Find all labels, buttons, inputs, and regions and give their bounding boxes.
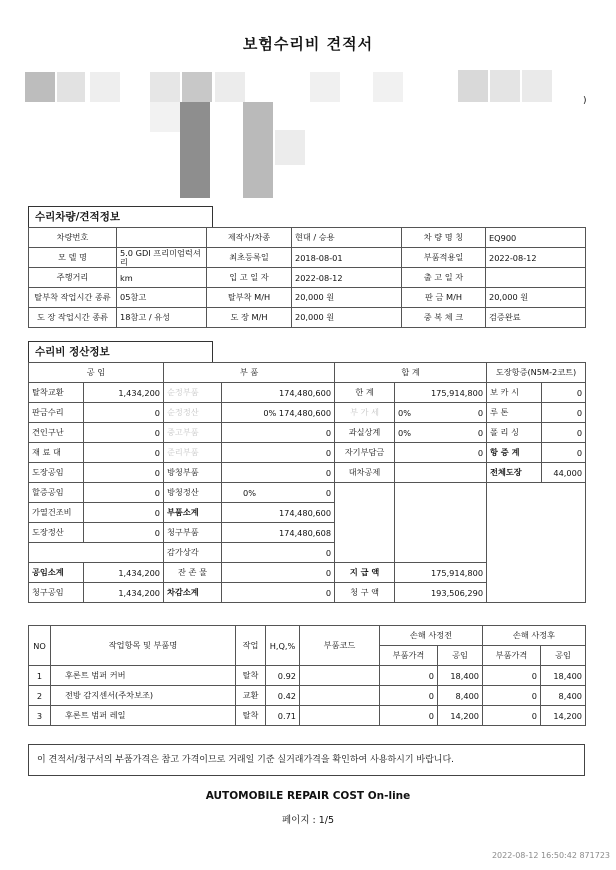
vat-rate: 0%: [398, 407, 412, 418]
row-hq: 0.92: [266, 666, 300, 686]
cell-label: 항 증 계: [487, 443, 542, 463]
cell-label: 순정정산: [164, 403, 222, 423]
row-hq: 0.71: [266, 706, 300, 726]
cell-value: 20,000 원: [486, 288, 586, 308]
cell-label: 차감소계: [164, 583, 222, 603]
cell-label: 청구부품: [164, 523, 222, 543]
header-item: 작업항목 및 부품명: [51, 626, 236, 666]
cell-label: 제작사/차종: [207, 228, 292, 248]
cell-label: 부품소계: [164, 503, 222, 523]
cell-value: 0: [84, 403, 164, 423]
row-no: 3: [29, 706, 51, 726]
timestamp: 2022-08-12 16:50:42 871723: [491, 851, 610, 860]
empty-cell: [395, 483, 487, 563]
row-work: 탈착: [236, 706, 266, 726]
header-labor-before: 공임: [438, 646, 483, 666]
page-indicator: 페이지 : 1/5: [281, 815, 335, 826]
row-work: 탈착: [236, 666, 266, 686]
empty-cell: [487, 483, 586, 603]
row-labor-before: 18,400: [438, 666, 483, 686]
cell-label: 판 금 M/H: [402, 288, 486, 308]
row-code: [300, 686, 380, 706]
empty-cell: [29, 543, 164, 563]
notice-box: 이 견적서/청구서의 부품가격은 참고 가격이므로 거래일 기준 실거래가격을 확인하여 사용하시기 바랍니다.: [28, 744, 585, 776]
cell-label: 전체도장: [487, 463, 542, 483]
cell-value: 175,914,800: [395, 383, 487, 403]
cell-value: 175,914,800: [395, 563, 487, 583]
cell-value: 18참고 / 유성: [117, 308, 207, 328]
cell-value: [395, 403, 487, 423]
cell-value: 현대 / 승용: [292, 228, 402, 248]
cell-label: 공임소계: [29, 563, 84, 583]
header-after: 손해 사정후: [483, 626, 586, 646]
cell-value: 0: [542, 443, 586, 463]
cell-value: EQ900: [486, 228, 586, 248]
cell-label: 방청부품: [164, 463, 222, 483]
row-labor-before: 14,200: [438, 706, 483, 726]
table-header-row: [29, 363, 586, 383]
row-price-before: 0: [380, 686, 438, 706]
cell-value: 1,434,200: [84, 583, 164, 603]
cell-label: 최초등록일: [207, 248, 292, 268]
cell-label: 모 델 명: [29, 248, 117, 268]
rust-amount: 0: [325, 487, 332, 498]
cell-value: 0: [542, 403, 586, 423]
cell-label: 자기부담금: [335, 443, 395, 463]
row-labor-after: 18,400: [541, 666, 586, 686]
fault-amount: 0: [477, 427, 484, 438]
table-row: [29, 268, 586, 288]
cell-value: 2018-08-01: [292, 248, 402, 268]
cell-label: 입 고 일 자: [207, 268, 292, 288]
cell-value: 1,434,200: [84, 383, 164, 403]
header-price-before: 부품가격: [380, 646, 438, 666]
cell-value: km: [117, 268, 207, 288]
cell-label: 중 복 체 크: [402, 308, 486, 328]
cell-value: [395, 463, 487, 483]
table-row: [29, 423, 586, 443]
header-paint: 도장항증(N5M-2코트): [487, 363, 586, 383]
cell-label: 도 장 작업시간 종류: [29, 308, 117, 328]
cell-value: 2022-08-12: [486, 248, 586, 268]
vehicle-info-table: [28, 227, 586, 328]
cell-label: 루 톤: [487, 403, 542, 423]
row-price-after: 0: [483, 666, 541, 686]
cell-value: 44,000: [542, 463, 586, 483]
table-row: [29, 443, 586, 463]
row-no: 1: [29, 666, 51, 686]
cell-value: 0: [84, 523, 164, 543]
cell-label: 도 장 M/H: [207, 308, 292, 328]
header-labor: 공 임: [29, 363, 164, 383]
vat-amount: 0: [477, 407, 484, 418]
table-header-row: [29, 626, 586, 646]
row-price-before: 0: [380, 666, 438, 686]
parts-table: [28, 625, 586, 726]
table-row: [29, 666, 586, 686]
cell-value: [395, 423, 487, 443]
header-total: 합 계: [335, 363, 487, 383]
header-parts: 부 품: [164, 363, 335, 383]
header-hq: H,Q,%: [266, 626, 300, 666]
row-no: 2: [29, 686, 51, 706]
cell-value: 1,434,200: [84, 563, 164, 583]
table-row: [29, 403, 586, 423]
header-no: NO: [29, 626, 51, 666]
empty-cell: [335, 483, 395, 563]
cell-value: 5.0 GDI 프리미엄럭셔리: [117, 248, 207, 268]
footer-title: AUTOMOBILE REPAIR COST On-line: [205, 790, 411, 802]
cell-label: 주행거리: [29, 268, 117, 288]
cell-value: 2022-08-12: [292, 268, 402, 288]
cell-label: 재 료 대: [29, 443, 84, 463]
cell-label: 잔 존 물: [164, 563, 222, 583]
cell-label: 준리부품: [164, 443, 222, 463]
cell-value: 0: [542, 423, 586, 443]
cell-value: [117, 228, 207, 248]
cell-label: 판금수리: [29, 403, 84, 423]
cell-value: 0: [222, 423, 335, 443]
row-price-after: 0: [483, 706, 541, 726]
cell-value: 검증완료: [486, 308, 586, 328]
cell-label: 폴 리 싱: [487, 423, 542, 443]
cell-value: [222, 483, 335, 503]
cell-label: 차 량 명 칭: [402, 228, 486, 248]
table-row: [29, 383, 586, 403]
cell-value: 20,000 원: [292, 308, 402, 328]
cell-value: 0: [222, 443, 335, 463]
cell-value: 05참고: [117, 288, 207, 308]
table-row: [29, 706, 586, 726]
cell-value: 0: [84, 503, 164, 523]
row-price-before: 0: [380, 706, 438, 726]
row-item: 전방 감지센서(주차보조): [51, 686, 236, 706]
document-title: 보험수리비 견적서: [242, 35, 374, 53]
row-hq: 0.42: [266, 686, 300, 706]
row-labor-after: 8,400: [541, 686, 586, 706]
cell-value: 0% 174,480,600: [222, 403, 335, 423]
cell-label: 가열건조비: [29, 503, 84, 523]
cell-label: 지 급 액: [335, 563, 395, 583]
header-labor-after: 공임: [541, 646, 586, 666]
cell-value: 20,000 원: [292, 288, 402, 308]
cell-label: 한 계: [335, 383, 395, 403]
cell-label: 출 고 일 자: [402, 268, 486, 288]
cell-value: 0: [84, 423, 164, 443]
cell-label: 대차공제: [335, 463, 395, 483]
cell-value: 174,480,600: [222, 503, 335, 523]
fault-rate: 0%: [398, 427, 412, 438]
cell-label: 부 가 세: [335, 403, 395, 423]
cell-label: 차량번호: [29, 228, 117, 248]
row-price-after: 0: [483, 686, 541, 706]
table-row: [29, 686, 586, 706]
header-price-after: 부품가격: [483, 646, 541, 666]
cell-label: 도장정산: [29, 523, 84, 543]
rust-rate: 0%: [243, 487, 257, 498]
table-row: [29, 228, 586, 248]
cell-value: 0: [542, 383, 586, 403]
section-vehicle-info-label: 수리차량/견적정보: [28, 206, 213, 228]
cell-label: 순정부품: [164, 383, 222, 403]
cell-value: 0: [84, 463, 164, 483]
cell-label: 할증공임: [29, 483, 84, 503]
header-before: 손해 사정전: [380, 626, 483, 646]
cell-value: 0: [84, 443, 164, 463]
cell-label: 보 카 시: [487, 383, 542, 403]
cell-label: 청구공임: [29, 583, 84, 603]
cell-value: 0: [222, 463, 335, 483]
cell-value: 0: [222, 543, 335, 563]
header-code: 부품코드: [300, 626, 380, 666]
row-item: 후론트 범퍼 커버: [51, 666, 236, 686]
cell-label: 탈부착 M/H: [207, 288, 292, 308]
cell-value: [486, 268, 586, 288]
cell-label: 부품적용일: [402, 248, 486, 268]
cell-value: 174,480,600: [222, 383, 335, 403]
header-work: 작업: [236, 626, 266, 666]
table-row: [29, 463, 586, 483]
cell-label: 도장공임: [29, 463, 84, 483]
table-row: [29, 248, 586, 268]
cell-value: 174,480,608: [222, 523, 335, 543]
cell-label: 감가상각: [164, 543, 222, 563]
cell-label: 중고부품: [164, 423, 222, 443]
row-labor-before: 8,400: [438, 686, 483, 706]
cell-value: 0: [395, 443, 487, 463]
cell-label: 청 구 액: [335, 583, 395, 603]
row-labor-after: 14,200: [541, 706, 586, 726]
settlement-table: [28, 362, 586, 603]
row-work: 교환: [236, 686, 266, 706]
cell-label: 탈착교환: [29, 383, 84, 403]
row-item: 후론트 범퍼 레일: [51, 706, 236, 726]
cell-label: 과실상계: [335, 423, 395, 443]
header-right-mark: ): [583, 96, 587, 106]
table-row: [29, 483, 586, 503]
cell-value: 0: [222, 583, 335, 603]
row-code: [300, 666, 380, 686]
cell-value: 193,506,290: [395, 583, 487, 603]
table-row: [29, 288, 586, 308]
row-code: [300, 706, 380, 726]
cell-value: 0: [222, 563, 335, 583]
cell-label: 탈부착 작업시간 종류: [29, 288, 117, 308]
table-row: [29, 308, 586, 328]
cell-value: 0: [84, 483, 164, 503]
section-settlement-label: 수리비 정산정보: [28, 341, 213, 363]
cell-label: 방청정산: [164, 483, 222, 503]
cell-label: 견인구난: [29, 423, 84, 443]
